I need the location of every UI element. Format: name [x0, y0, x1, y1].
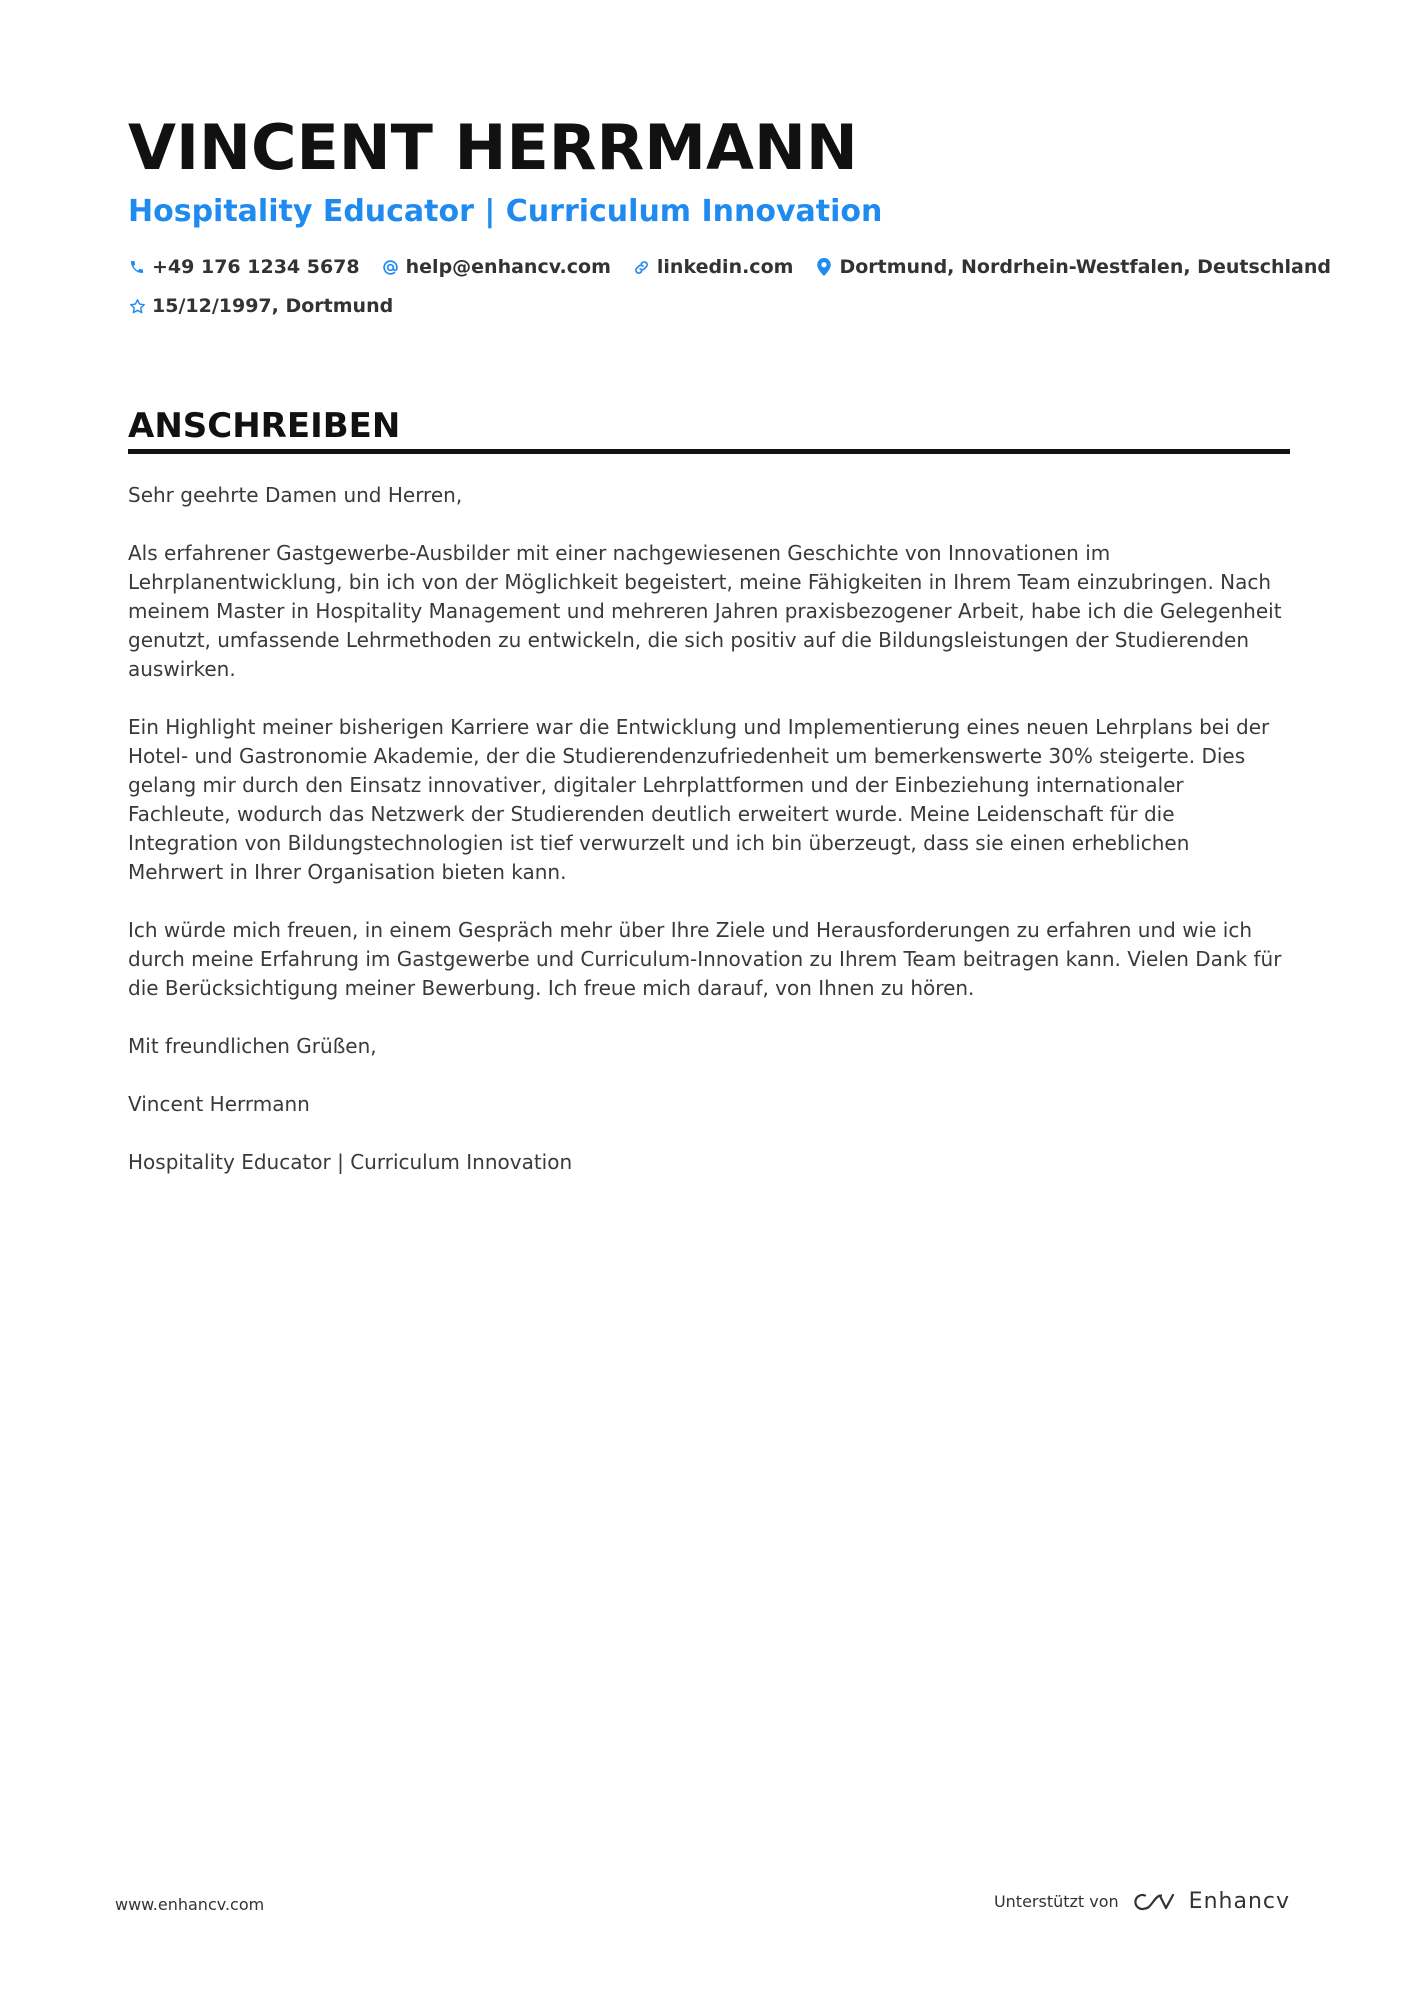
signature-name: Vincent Herrmann [128, 1092, 310, 1116]
footer-brand[interactable] [994, 1889, 1290, 1915]
signature-title: Hospitality Educator | Curriculum Innovation [128, 1150, 573, 1174]
enhancv-logo-text: Enhancv [1188, 1889, 1290, 1914]
contact-linkedin [633, 254, 794, 280]
candidate-headline: Hospitality Educator | Curriculum Innovation [128, 194, 883, 229]
candidate-name: VINCENT HERRMANN [128, 111, 858, 184]
email-link[interactable]: help@enhancv.com [405, 256, 611, 278]
contact-phone [128, 254, 360, 280]
map-pin-icon [815, 258, 833, 276]
star-icon [128, 297, 146, 315]
contact-row-secondary [128, 293, 415, 319]
contact-email [382, 254, 611, 280]
letter-body [128, 481, 1288, 1206]
section-divider [128, 449, 1290, 454]
contact-location [815, 254, 1331, 280]
contact-row [128, 254, 1353, 280]
at-icon [382, 258, 400, 276]
linkedin-link[interactable]: linkedin.com [656, 256, 794, 278]
enhancv-logo-icon [1131, 1890, 1177, 1914]
phone-text: +49 176 1234 5678 [152, 256, 360, 278]
location-text: Dortmund, Nordrhein-Westfalen, Deutschland [839, 256, 1332, 278]
section-title: ANSCHREIBEN [128, 406, 401, 446]
birth-text: 15/12/1997, Dortmund [152, 295, 394, 317]
letter-paragraph: Ich würde mich freuen, in einem Gespräch mehr über Ihre Ziele und Herausforderungen zu erfahren und wie ich durch meine Erfahrung im Gastgewerbe und Curriculum-Innovation zu Ihrem Team beitragen kann. Vielen Dank für die Berücksichtigung meiner Bewerbung. Ich freue mich darauf, von Ihnen zu hören. [128, 918, 1282, 1000]
letter-salutation: Sehr geehrte Damen und Herren, [128, 483, 463, 507]
footer-url[interactable]: www.enhancv.com [115, 1895, 265, 1914]
contact-birth [128, 293, 393, 319]
phone-icon [128, 258, 146, 276]
letter-closing: Mit freundlichen Grüßen, [128, 1034, 377, 1058]
powered-by-text: Unterstützt von [993, 1892, 1119, 1911]
letter-paragraph: Ein Highlight meiner bisherigen Karriere war die Entwicklung und Implementierung eines neuen Lehrplans bei der Hotel- und Gastronomie Akademie, der die Studierendenzufriedenheit um bemerkenswerte 30% steigerte. Dies gelang mir durch den Einsatz innovativer, digitaler Lehrplattformen und der Einbeziehung internationaler Fachleute, wodurch das Netzwerk der Studierenden deutlich erweitert wurde. Meine Leidenschaft für die Integration von Bildungstechnologien ist tief verwurzelt und ich bin überzeugt, dass sie einen erheblichen Mehrwert in Ihrer Organisation bieten kann. [128, 715, 1270, 884]
link-icon [633, 258, 651, 276]
letter-paragraph: Als erfahrener Gastgewerbe-Ausbilder mit einer nachgewiesenen Geschichte von Innovationen im Lehrplanentwicklung, bin ich von der Möglichkeit begeistert, meine Fähigkeiten in Ihrem Team einzubringen. Nach meinem Master in Hospitality Management und mehreren Jahren praxisbezogener Arbeit, habe ich die Gelegenheit genutzt, umfassende Lehrmethoden zu entwickeln, die sich positiv auf die Bildungsleistungen der Studierenden auswirken. [128, 541, 1282, 681]
